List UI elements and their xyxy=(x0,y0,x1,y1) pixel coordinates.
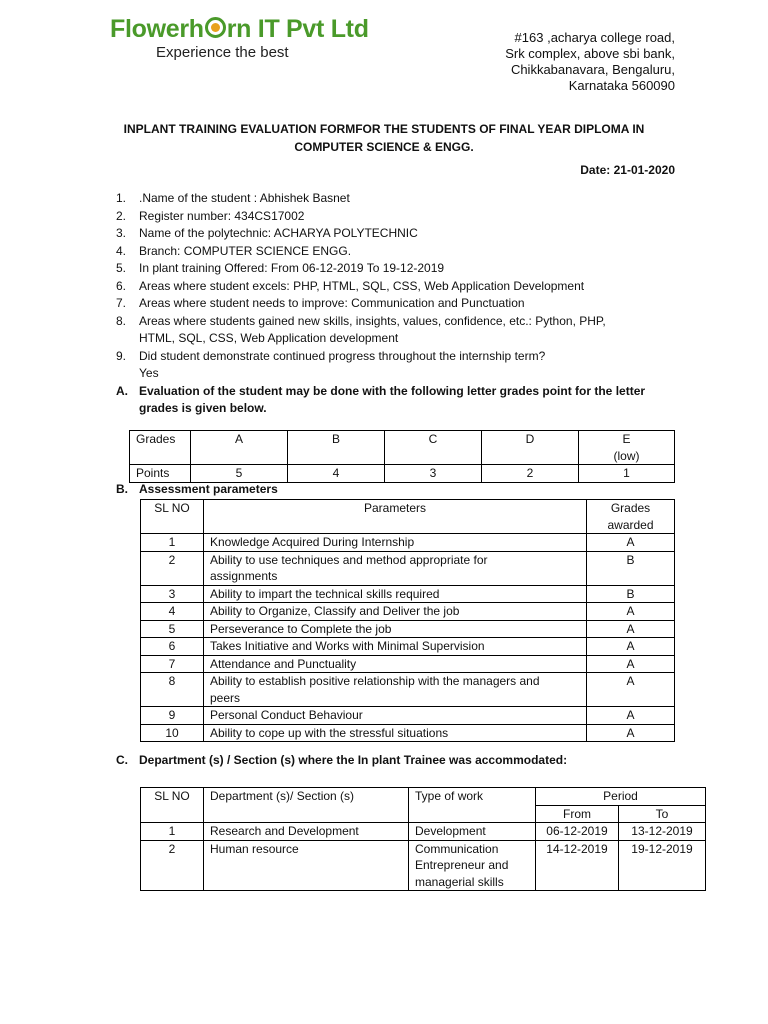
section-b-heading xyxy=(116,481,278,498)
sl-cell: 3 xyxy=(141,585,204,603)
parameter-line: Knowledge Acquired During Internship xyxy=(210,535,415,549)
company-logo xyxy=(110,14,369,62)
parameter-line: Ability to impart the technical skills required xyxy=(210,586,440,601)
list-number: 5. xyxy=(116,261,127,275)
column-header: SL NO xyxy=(141,788,204,823)
list-text: Areas where student excels: PHP, HTML, SQL, CSS, Web Application Development xyxy=(139,278,585,293)
list-item xyxy=(116,243,676,261)
sl-cell: 9 xyxy=(141,707,204,725)
form-title-line: COMPUTER SCIENCE & ENGG. xyxy=(294,140,474,154)
list-number: 1. xyxy=(116,191,127,205)
table-cell: 5 xyxy=(191,465,288,483)
sl-cell: 8 xyxy=(141,673,204,707)
grade-note: (low) xyxy=(613,448,640,463)
table-row xyxy=(141,840,706,891)
section-label: A. xyxy=(116,383,128,398)
section-title: Assessment parameters xyxy=(139,482,278,496)
table-row xyxy=(141,673,675,707)
column-header: To xyxy=(619,805,706,823)
grade-cell: B xyxy=(587,551,675,585)
list-text: Yes xyxy=(139,366,159,380)
company-name-part-1: Flowerh xyxy=(110,15,204,43)
department-cell: Human resource xyxy=(204,840,409,891)
table-row xyxy=(141,585,675,603)
list-text: HTML, SQL, CSS, Web Application development xyxy=(139,331,399,345)
list-item xyxy=(116,313,676,331)
sl-cell: 4 xyxy=(141,603,204,621)
work-type-cell xyxy=(409,823,536,841)
company-tagline: Experience the best xyxy=(156,44,289,61)
to-date-cell: 19-12-2019 xyxy=(619,840,706,891)
table-row xyxy=(141,655,675,673)
parameter-line: Ability to Organize, Classify and Deliver the job xyxy=(210,604,460,618)
list-item-continuation xyxy=(116,365,676,383)
sl-cell: 2 xyxy=(141,840,204,891)
parameter-line: Ability to use techniques and method appropriate for xyxy=(210,552,488,567)
table-row xyxy=(141,551,675,585)
parameter-cell xyxy=(204,724,587,742)
work-type-line: managerial skills xyxy=(415,874,504,889)
section-a-heading xyxy=(116,383,676,401)
table-row xyxy=(141,638,675,656)
table-cell: 3 xyxy=(385,465,482,483)
form-date: Date: 21-01-2020 xyxy=(580,163,675,177)
parameter-cell xyxy=(204,673,587,707)
list-text: Register number: 434CS17002 xyxy=(139,208,305,223)
table-cell: 2 xyxy=(482,465,579,483)
list-number xyxy=(116,330,139,348)
list-item xyxy=(116,208,676,226)
table-cell: D xyxy=(482,431,579,465)
list-item xyxy=(116,348,676,366)
sl-cell: 1 xyxy=(141,534,204,552)
column-header: Parameters xyxy=(204,500,587,534)
column-header: Type of work xyxy=(409,788,536,823)
list-text: In plant training Offered: From 06-12-2019 To 19-12-2019 xyxy=(139,261,445,275)
grade-cell: A xyxy=(587,534,675,552)
table-row xyxy=(141,707,675,725)
work-type-cell xyxy=(409,840,536,891)
list-number: 2. xyxy=(116,208,127,223)
table-cell: 4 xyxy=(288,465,385,483)
grade-cell: B xyxy=(587,585,675,603)
column-header: SL NO xyxy=(141,500,204,534)
column-header: Department (s)/ Section (s) xyxy=(204,788,409,823)
grade-letter: E xyxy=(622,432,631,446)
column-header: From xyxy=(536,805,619,823)
list-number xyxy=(116,400,139,418)
list-text: Areas where student needs to improve: Communication and Punctuation xyxy=(139,296,525,310)
assessment-parameters-table xyxy=(140,499,675,742)
table-row xyxy=(141,603,675,621)
parameter-cell xyxy=(204,585,587,603)
work-type-line: Entrepreneur and xyxy=(415,858,509,872)
section-text: Evaluation of the student may be done with the following letter grades point for the letter xyxy=(139,383,646,398)
parameter-cell xyxy=(204,620,587,638)
list-item xyxy=(116,190,676,208)
parameter-cell xyxy=(204,638,587,656)
section-a-heading-continuation xyxy=(116,400,676,418)
header-line: Grades xyxy=(610,501,651,515)
grade-cell: A xyxy=(587,620,675,638)
address-line: Srk complex, above sbi bank, xyxy=(505,46,675,61)
parameter-cell xyxy=(204,655,587,673)
parameter-line: Attendance and Punctuality xyxy=(210,656,357,671)
list-number: 4. xyxy=(116,243,127,258)
sl-cell: 5 xyxy=(141,620,204,638)
column-header: Period xyxy=(536,788,706,806)
form-title-line: INPLANT TRAINING EVALUATION FORMFOR THE STUDENTS OF FINAL YEAR DIPLOMA IN xyxy=(123,122,645,136)
table-row xyxy=(141,724,675,742)
section-label: B. xyxy=(116,482,128,496)
student-details-list xyxy=(116,190,676,418)
form-title xyxy=(100,120,668,156)
table-header-row xyxy=(141,500,675,534)
list-item xyxy=(116,295,676,313)
grade-cell: A xyxy=(587,638,675,656)
list-number: 8. xyxy=(116,313,127,328)
parameter-line: Ability to cope up with the stressful situations xyxy=(210,725,449,740)
list-item xyxy=(116,225,676,243)
section-c-heading xyxy=(116,752,567,769)
parameter-line: Perseverance to Complete the job xyxy=(210,621,392,636)
work-type-line: Communication xyxy=(415,841,499,856)
table-row xyxy=(141,620,675,638)
company-name xyxy=(110,14,369,44)
work-type-line: Development xyxy=(415,824,486,838)
grade-cell: A xyxy=(587,655,675,673)
parameter-line: Takes Initiative and Works with Minimal Supervision xyxy=(210,639,485,653)
table-cell: 1 xyxy=(579,465,675,483)
parameter-cell xyxy=(204,534,587,552)
from-date-cell: 14-12-2019 xyxy=(536,840,619,891)
from-date-cell: 06-12-2019 xyxy=(536,823,619,841)
sl-cell: 1 xyxy=(141,823,204,841)
parameter-line: assignments xyxy=(210,569,278,583)
table-cell: A xyxy=(191,431,288,465)
parameter-cell xyxy=(204,603,587,621)
parameter-cell xyxy=(204,551,587,585)
list-text: Branch: COMPUTER SCIENCE ENGG. xyxy=(139,243,352,258)
parameter-line: Personal Conduct Behaviour xyxy=(210,708,363,722)
sl-cell: 2 xyxy=(141,551,204,585)
table-row xyxy=(141,823,706,841)
department-table xyxy=(140,787,706,891)
list-number: 3. xyxy=(116,226,127,240)
table-row xyxy=(130,465,675,483)
section-label: C. xyxy=(116,753,128,767)
table-header-row xyxy=(141,788,706,806)
list-number: 7. xyxy=(116,296,127,310)
list-number: 9. xyxy=(116,348,127,363)
flower-icon xyxy=(205,17,226,38)
table-cell: C xyxy=(385,431,482,465)
department-cell: Research and Development xyxy=(204,823,409,841)
parameter-line: peers xyxy=(210,690,241,705)
table-cell: Grades xyxy=(130,431,191,465)
list-item xyxy=(116,260,676,278)
header-line: awarded xyxy=(607,517,654,532)
table-cell xyxy=(579,431,675,465)
address-line: Chikkabanavara, Bengaluru, xyxy=(510,62,675,77)
table-cell: Points xyxy=(130,465,191,483)
list-text: .Name of the student : Abhishek Basnet xyxy=(139,191,350,205)
parameter-cell xyxy=(204,707,587,725)
list-item xyxy=(116,278,676,296)
list-text: Areas where students gained new skills, insights, values, confidence, etc.: Python, PHP, xyxy=(139,313,606,328)
company-name-part-2: rn IT Pvt Ltd xyxy=(226,15,369,43)
table-row xyxy=(130,431,675,465)
table-body xyxy=(141,534,675,742)
address-line: #163 ,acharya college road, xyxy=(514,30,675,45)
list-text: Did student demonstrate continued progress throughout the internship term? xyxy=(139,348,546,363)
grade-cell: A xyxy=(587,707,675,725)
grade-cell: A xyxy=(587,603,675,621)
list-number xyxy=(116,365,139,383)
address-line: Karnataka 560090 xyxy=(568,78,675,93)
list-number: 6. xyxy=(116,278,127,293)
table-cell: B xyxy=(288,431,385,465)
section-title: Department (s) / Section (s) where the In plant Trainee was accommodated: xyxy=(139,753,568,767)
grade-cell: A xyxy=(587,673,675,707)
grade-cell: A xyxy=(587,724,675,742)
company-address xyxy=(505,30,675,94)
parameter-line: Ability to establish positive relationship with the managers and xyxy=(210,674,540,688)
grades-table xyxy=(129,430,675,483)
column-header xyxy=(587,500,675,534)
table-row xyxy=(141,534,675,552)
sl-cell: 7 xyxy=(141,655,204,673)
section-text: grades is given below. xyxy=(139,401,267,415)
sl-cell: 10 xyxy=(141,724,204,742)
list-text: Name of the polytechnic: ACHARYA POLYTECHNIC xyxy=(139,226,418,240)
list-item-continuation xyxy=(116,330,676,348)
sl-cell: 6 xyxy=(141,638,204,656)
to-date-cell: 13-12-2019 xyxy=(619,823,706,841)
table-body xyxy=(141,823,706,891)
